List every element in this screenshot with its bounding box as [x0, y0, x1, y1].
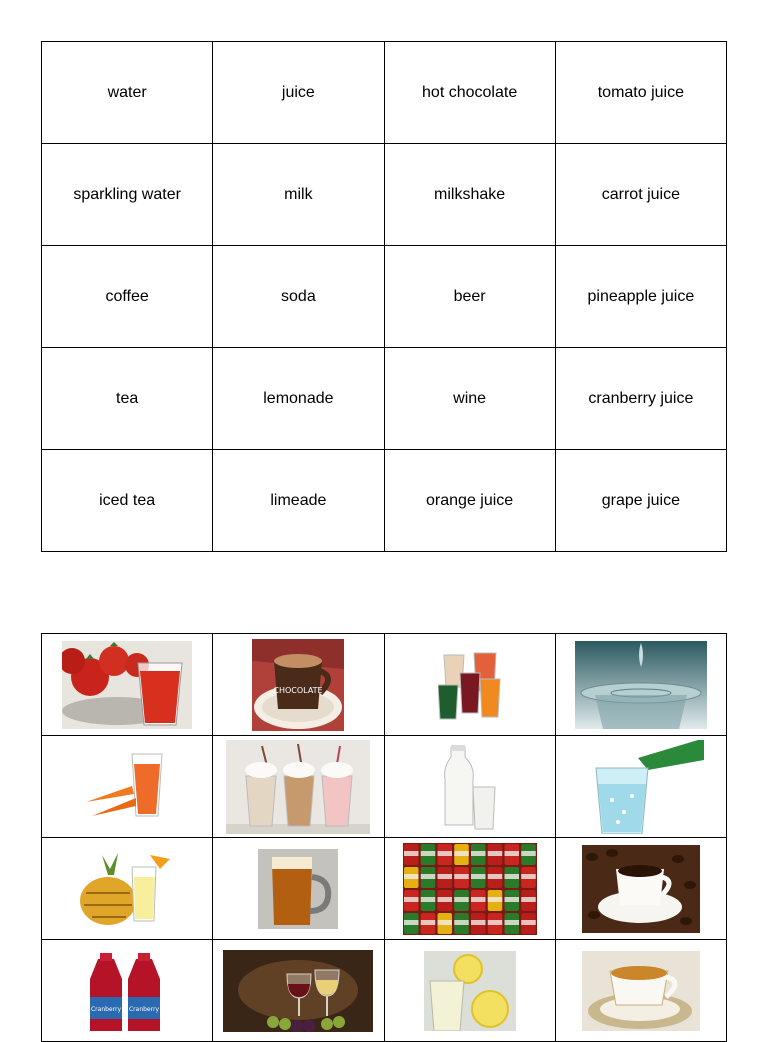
- drink-picture-table: [41, 633, 727, 1042]
- picture-cell: [42, 736, 213, 838]
- word-row: [42, 144, 727, 246]
- word-row: [42, 348, 727, 450]
- picture-cell: [555, 940, 726, 1042]
- word-cell: hot chocolate: [384, 42, 555, 144]
- word-cell: pineapple juice: [555, 246, 726, 348]
- picture-cell: [42, 634, 213, 736]
- bottle-label: Cranberry: [129, 1005, 160, 1013]
- picture-cell: [213, 940, 384, 1042]
- word-cell: coffee: [42, 246, 213, 348]
- picture-cell: [213, 736, 384, 838]
- picture-cell: [42, 838, 213, 940]
- hot-chocolate-icon: [252, 639, 344, 731]
- picture-cell: [42, 940, 213, 1042]
- word-cell: water: [42, 42, 213, 144]
- word-cell: lemonade: [213, 348, 384, 450]
- word-cell: cranberry juice: [555, 348, 726, 450]
- juice-icon: [438, 647, 502, 723]
- picture-cell: [555, 736, 726, 838]
- coffee-icon: [582, 845, 700, 933]
- word-cell: juice: [213, 42, 384, 144]
- picture-row: [42, 838, 727, 940]
- soda-icon: [403, 843, 537, 935]
- picture-row: [42, 634, 727, 736]
- word-cell: milk: [213, 144, 384, 246]
- carrot-juice-icon: [84, 750, 170, 824]
- water-icon: [575, 641, 707, 729]
- picture-cell: [555, 634, 726, 736]
- word-row: [42, 246, 727, 348]
- bottle-label: Cranberry: [91, 1005, 122, 1013]
- word-cell: tomato juice: [555, 42, 726, 144]
- word-cell: carrot juice: [555, 144, 726, 246]
- word-cell: tea: [42, 348, 213, 450]
- picture-row: [42, 940, 727, 1042]
- word-row: [42, 42, 727, 144]
- word-cell: limeade: [213, 450, 384, 552]
- picture-cell: [384, 634, 555, 736]
- picture-cell: [384, 940, 555, 1042]
- wine-icon: [223, 950, 373, 1032]
- word-cell: milkshake: [384, 144, 555, 246]
- picture-row: [42, 736, 727, 838]
- cranberry-juice-icon: [86, 951, 168, 1031]
- word-cell: grape juice: [555, 450, 726, 552]
- word-cell: sparkling water: [42, 144, 213, 246]
- milk-icon: [443, 743, 497, 831]
- picture-cell: [384, 736, 555, 838]
- tea-icon: [582, 951, 700, 1031]
- drink-word-table: [41, 41, 727, 552]
- pineapple-juice-icon: [78, 849, 176, 929]
- picture-cell: [555, 838, 726, 940]
- word-cell: iced tea: [42, 450, 213, 552]
- word-cell: beer: [384, 246, 555, 348]
- word-cell: orange juice: [384, 450, 555, 552]
- sparkling-water-icon: [578, 740, 704, 834]
- beer-icon: [258, 849, 338, 929]
- milkshake-icon: [226, 740, 370, 834]
- picture-cell: [384, 838, 555, 940]
- word-cell: soda: [213, 246, 384, 348]
- lemonade-icon: [424, 951, 516, 1031]
- word-row: [42, 450, 727, 552]
- picture-cell: [213, 838, 384, 940]
- mug-label: CHOCOLATE: [273, 685, 323, 695]
- picture-cell: [213, 634, 384, 736]
- tomato-juice-icon: [62, 641, 192, 729]
- word-cell: wine: [384, 348, 555, 450]
